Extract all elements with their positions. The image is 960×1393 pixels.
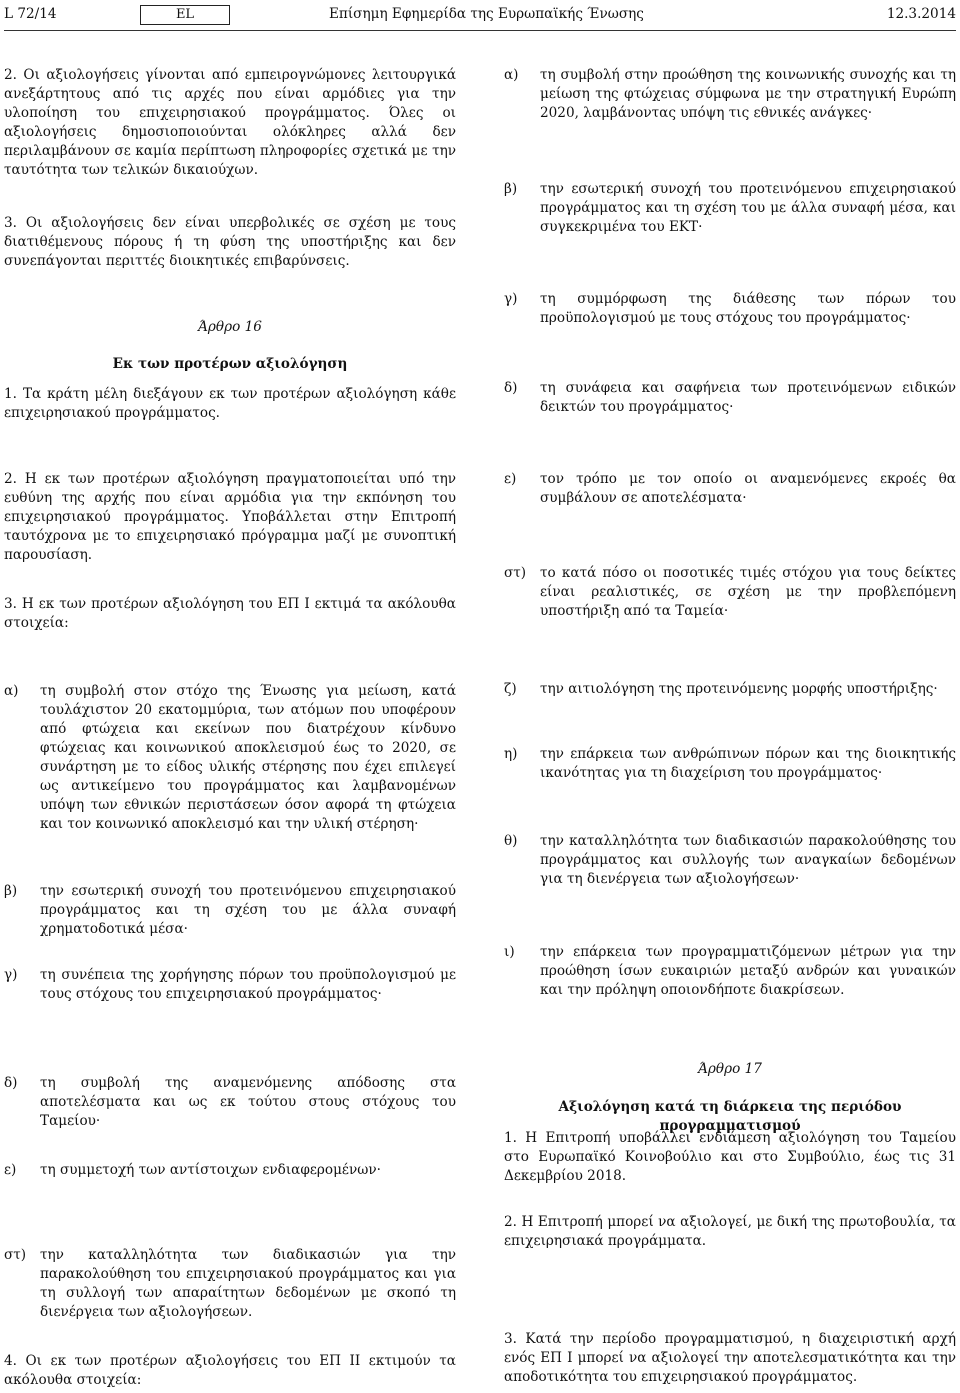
- art16-paragraph-3: 3. Η εκ των προτέρων αξιολόγηση του ΕΠ Ι εκτιμά τα ακόλουθα στοιχεία:: [4, 596, 456, 631]
- article-17-title: Άρθρο 17: [698, 1061, 762, 1077]
- paragraph-2: 2. Οι αξιολογήσεις γίνονται από εμπειρογνώμονες λειτουργικά ανεξάρτητους από τις αρχές που είναι αρμόδιες για την υλοποίηση του επιχειρησιακού προγράμματος. Όλες οι αξιολογήσεις δημοσιοποιούνται ολόκληρες αλλά δεν περιλαμβάνουν σε καμία περίπτωση πληροφορίες σχετικά με την ταυτότητα των τελικών δικαιούχων.: [4, 67, 456, 178]
- art16-paragraph-1: 1. Τα κράτη μέλη διεξάγουν εκ των προτέρων αξιολόγηση κάθε επιχειρησιακού προγράμματος.: [4, 386, 456, 421]
- paragraph-3: 3. Οι αξιολογήσεις δεν είναι υπερβολικές σε σχέση με τους διατιθέμενους πόρους ή τη φύση της υποστήριξης και δεν συνεπάγονται περιττές διοικητικές επιβαρύνσεις.: [4, 215, 456, 269]
- list-item: ι) την επάρκεια των προγραμματιζόμενων μέτρων για την προώθηση ίσων ευκαιριών μεταξύ ανδρών και γυναικών και την πρόληψη οποιονδήποτε διακρίσεων.: [504, 944, 956, 998]
- journal-title: Επίσημη Εφημερίδα της Ευρωπαϊκής Ένωσης: [329, 6, 644, 22]
- language-badge: EL: [140, 5, 230, 25]
- list-item: ε) τον τρόπο με τον οποίο οι αναμενόμενες εκροές θα συμβάλουν σε αποτελέσματα·: [504, 471, 956, 506]
- list-item: η) την επάρκεια των ανθρώπινων πόρων και της διοικητικής ικανότητας για τη διαχείριση του προγράμματος·: [504, 746, 956, 781]
- page-header: [4, 5, 956, 27]
- list-item: στ) την καταλληλότητα των διαδικασιών για την παρακολούθηση του επιχειρησιακού προγράμματος και για τη συλλογή των απαραίτητων δεδομένων με σκοπό τη διενέργεια των αξιολογήσεων.: [4, 1247, 456, 1320]
- publication-date: 12.3.2014: [886, 6, 956, 22]
- list-item: θ) την καταλληλότητα των διαδικασιών παρακολούθησης του προγράμματος και συλλογής των αναγκαίων δεδομένων για τη διενέργεια των αξιολογήσεων·: [504, 833, 956, 887]
- article-16-heading: Εκ των προτέρων αξιολόγηση: [112, 356, 348, 372]
- list-item: δ) τη συνάφεια και σαφήνεια των προτεινόμενων ειδικών δεικτών του προγράμματος·: [504, 380, 956, 415]
- list-item: γ) τη συνέπεια της χορήγησης πόρων του προϋπολογισμού με τους στόχους του επιχειρησιακού προγράμματος·: [4, 967, 456, 1002]
- art16-paragraph-4: 4. Οι εκ των προτέρων αξιολογήσεις του ΕΠ ΙΙ εκτιμούν τα ακόλουθα στοιχεία:: [4, 1353, 456, 1388]
- page-number: L 72/14: [4, 6, 57, 22]
- art17-paragraph-2: 2. Η Επιτροπή μπορεί να αξιολογεί, με δική της πρωτοβουλία, τα επιχειρησιακά προγράμματα.: [504, 1214, 956, 1249]
- list-item: δ) τη συμβολή της αναμενόμενης απόδοσης στα αποτελέσματα και ως εκ τούτου στους στόχους του Ταμείου·: [4, 1075, 456, 1129]
- list-item: α) τη συμβολή στην προώθηση της κοινωνικής συνοχής και τη μείωση της φτώχειας σύμφωνα με την στρατηγική Ευρώπη 2020, λαμβάνοντας υπόψη τις εθνικές ανάγκες·: [504, 67, 956, 121]
- art17-paragraph-1: 1. Η Επιτροπή υποβάλλει ενδιάμεση αξιολόγηση του Ταμείου στο Ευρωπαϊκό Κοινοβούλιο και στο Συμβούλιο, έως τις 31 Δεκεμβρίου 2018.: [504, 1130, 956, 1184]
- article-17-heading: Αξιολόγηση κατά τη διάρκεια της περιόδου προγραμματισμού: [558, 1099, 902, 1134]
- list-item: β) την εσωτερική συνοχή του προτεινόμενου επιχειρησιακού προγράμματος και τη σχέση του με άλλα συναφή χρηματοδοτικά μέσα·: [4, 883, 456, 937]
- art16-paragraph-2: 2. Η εκ των προτέρων αξιολόγηση πραγματοποιείται υπό την ευθύνη της αρχής που είναι αρμόδια για την εκπόνηση του επιχειρησιακού προγράμματος. Υποβάλλεται στην Επιτροπή ταυτόχρονα με το επιχειρησιακό πρόγραμμα μαζί με συνοπτική παρουσίαση.: [4, 471, 456, 563]
- list-item: ζ) την αιτιολόγηση της προτεινόμενης μορφής υποστήριξης·: [504, 681, 938, 697]
- article-16-title: Άρθρο 16: [198, 319, 262, 335]
- list-item: στ) το κατά πόσο οι ποσοτικές τιμές στόχου για τους δείκτες είναι ρεαλιστικές, σε σχέση με την προβλεπόμενη υποστήριξη από τα Ταμεία·: [504, 565, 956, 619]
- header-divider: [4, 30, 956, 31]
- art17-paragraph-3: 3. Κατά την περίοδο προγραμματισμού, η διαχειριστική αρχή ενός ΕΠ Ι μπορεί να αξιολογεί την αποτελεσματικότητα και την αποδοτικότητα του επιχειρησιακού προγράμματος.: [504, 1331, 956, 1385]
- list-item: ε) τη συμμετοχή των αντίστοιχων ενδιαφερομένων·: [4, 1162, 381, 1178]
- list-item: γ) τη συμμόρφωση της διάθεσης των πόρων του προϋπολογισμού με τους στόχους του προγράμματος·: [504, 291, 956, 326]
- list-item: β) την εσωτερική συνοχή του προτεινόμενου επιχειρησιακού προγράμματος και τη σχέση του με άλλα συναφή μέσα, και συγκεκριμένα του ΕΚΤ·: [504, 181, 956, 235]
- list-item: α) τη συμβολή στον στόχο της Ένωσης για μείωση, κατά τουλάχιστον 20 εκατομμύρια, των ατόμων που υποφέρουν από φτώχεια και εκείνων που διατρέχουν κίνδυνο φτώχειας και κοινωνικού αποκλεισμού έως το 2020, σε συνάρτηση με το είδος υλικής στέρησης που έχει επιλεγεί ως αντικείμενο του προγράμματος και λαμβανομένων υπόψη των εθνικών περιστάσεων όσον αφορά τη φτώχεια και τον κοινωνικό αποκλεισμό και την υλική στέρηση·: [4, 683, 456, 832]
